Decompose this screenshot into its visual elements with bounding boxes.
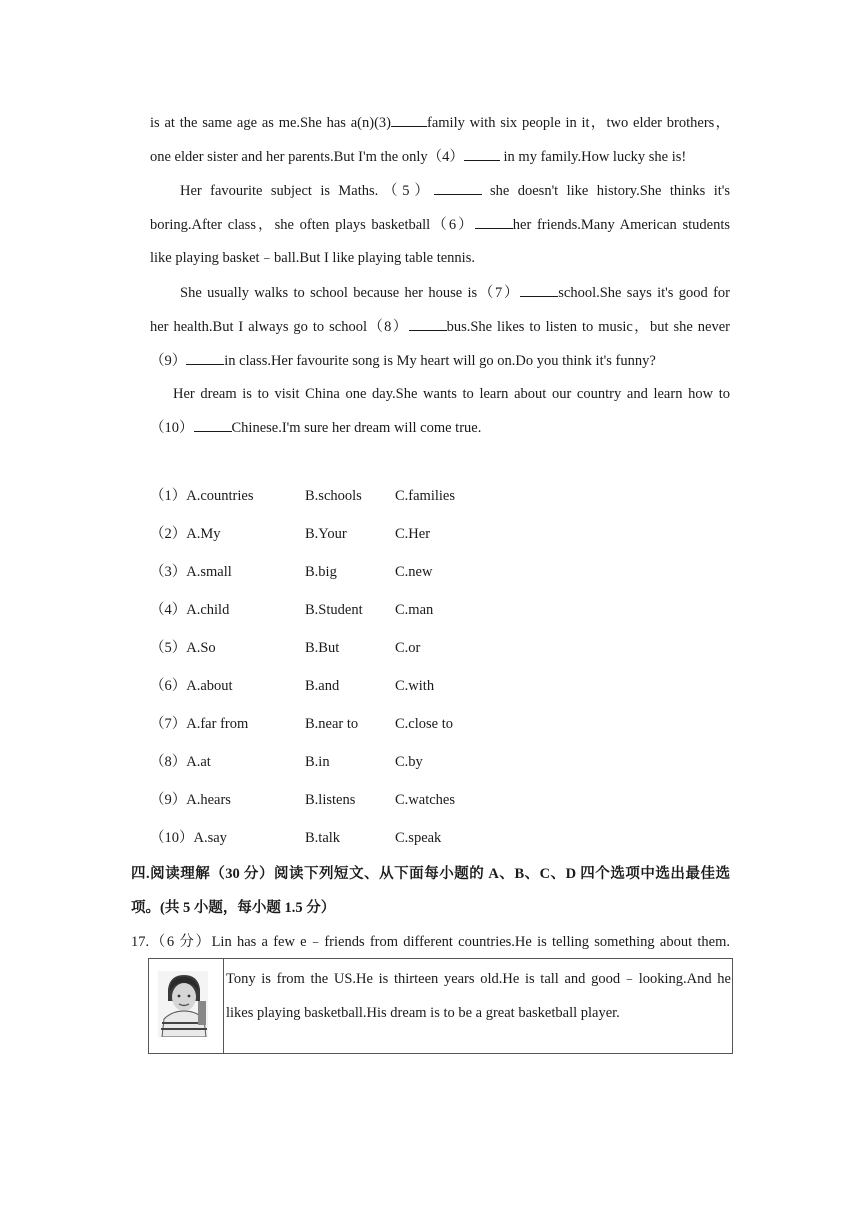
boy-photo (158, 971, 208, 1037)
answer-blank (409, 316, 447, 331)
option-c: C.by (395, 754, 423, 770)
passage-line: her health.But I always go to school（8） bus.She likes to listen to music，but she never (150, 316, 730, 337)
option-a: （5）A.So (150, 640, 216, 656)
friend-description (224, 959, 733, 1054)
answer-blank (186, 350, 224, 365)
option-b: B.listens (305, 792, 356, 808)
passage-line: is at the same age as me.She has a(n)(3) family with six people in it，two elder brothers， (150, 112, 730, 133)
passage-line: （10） Chinese.I'm sure her dream will come true. (150, 417, 730, 438)
option-c: C.watches (395, 792, 455, 808)
option-c: C.Her (395, 526, 431, 542)
option-a: （6）A.about (150, 678, 233, 694)
passage-line: She usually walks to school because her house is（7） school.She says it's good for (180, 282, 730, 303)
answer-blank (475, 214, 513, 229)
option-b: B.Your (305, 526, 347, 542)
passage-line: Her dream is to visit China one day.She wants to learn about our country and learn how to (173, 386, 730, 402)
option-c: C.man (395, 602, 434, 618)
option-c: C.speak (395, 830, 442, 846)
passage-line: （9） in class.Her favourite song is My heart will go on.Do you think it's funny? (150, 350, 730, 371)
friend-info-table (148, 958, 733, 1054)
description-line: Tony is from the US.He is thirteen years old.He is tall and good﹣looking.And he (226, 971, 731, 987)
option-b: B.near to (305, 716, 359, 732)
option-b: B.in (305, 754, 330, 770)
option-b: B.big (305, 564, 337, 580)
option-c: C.new (395, 564, 433, 580)
description-line: likes playing basketball.His dream is to be a great basketball player. (226, 1005, 620, 1021)
section-heading-cont: 项。(共 5 小题，每小题 1.5 分） (131, 900, 336, 916)
answer-blank (434, 180, 482, 195)
option-b: B.and (305, 678, 340, 694)
option-b: B.Student (305, 602, 363, 618)
passage-line: like playing basket﹣ball.But I like playing table tennis. (150, 250, 475, 266)
option-a: （7）A.far from (150, 716, 249, 732)
option-b: B.talk (305, 830, 341, 846)
photo-cell (149, 959, 224, 1054)
answer-blank (464, 146, 500, 161)
passage-line: boring.After class，she often plays basketball（6） her friends.Many American students (150, 214, 730, 235)
option-a: （3）A.small (150, 564, 232, 580)
option-c: C.families (395, 488, 456, 504)
answer-blank (391, 112, 427, 127)
option-a: （9）A.hears (150, 792, 231, 808)
option-c: C.close to (395, 716, 453, 732)
option-a: （4）A.child (150, 602, 230, 618)
passage-line: Her favourite subject is Maths.（5） she doesn't like history.She thinks it's (180, 180, 730, 201)
question-intro: 17.（6 分）Lin has a few e﹣friends from different countries.He is telling something about them. (131, 934, 730, 950)
option-c: C.or (395, 640, 421, 656)
section-heading: 四.阅读理解（30 分）阅读下列短文、从下面每小题的 A、B、C、D 四个选项中选出最佳选 (131, 866, 730, 882)
answer-blank (520, 282, 558, 297)
option-a: （2）A.My (150, 526, 221, 542)
option-a: （1）A.countries (150, 488, 254, 504)
option-b: B.But (305, 640, 340, 656)
passage-line: one elder sister and her parents.But I'm the only（4） in my family.How lucky she is! (150, 146, 730, 167)
option-b: B.schools (305, 488, 362, 504)
option-a: （8）A.at (150, 754, 211, 770)
option-a: （10）A.say (150, 830, 227, 846)
answer-blank (194, 417, 232, 432)
option-c: C.with (395, 678, 435, 694)
